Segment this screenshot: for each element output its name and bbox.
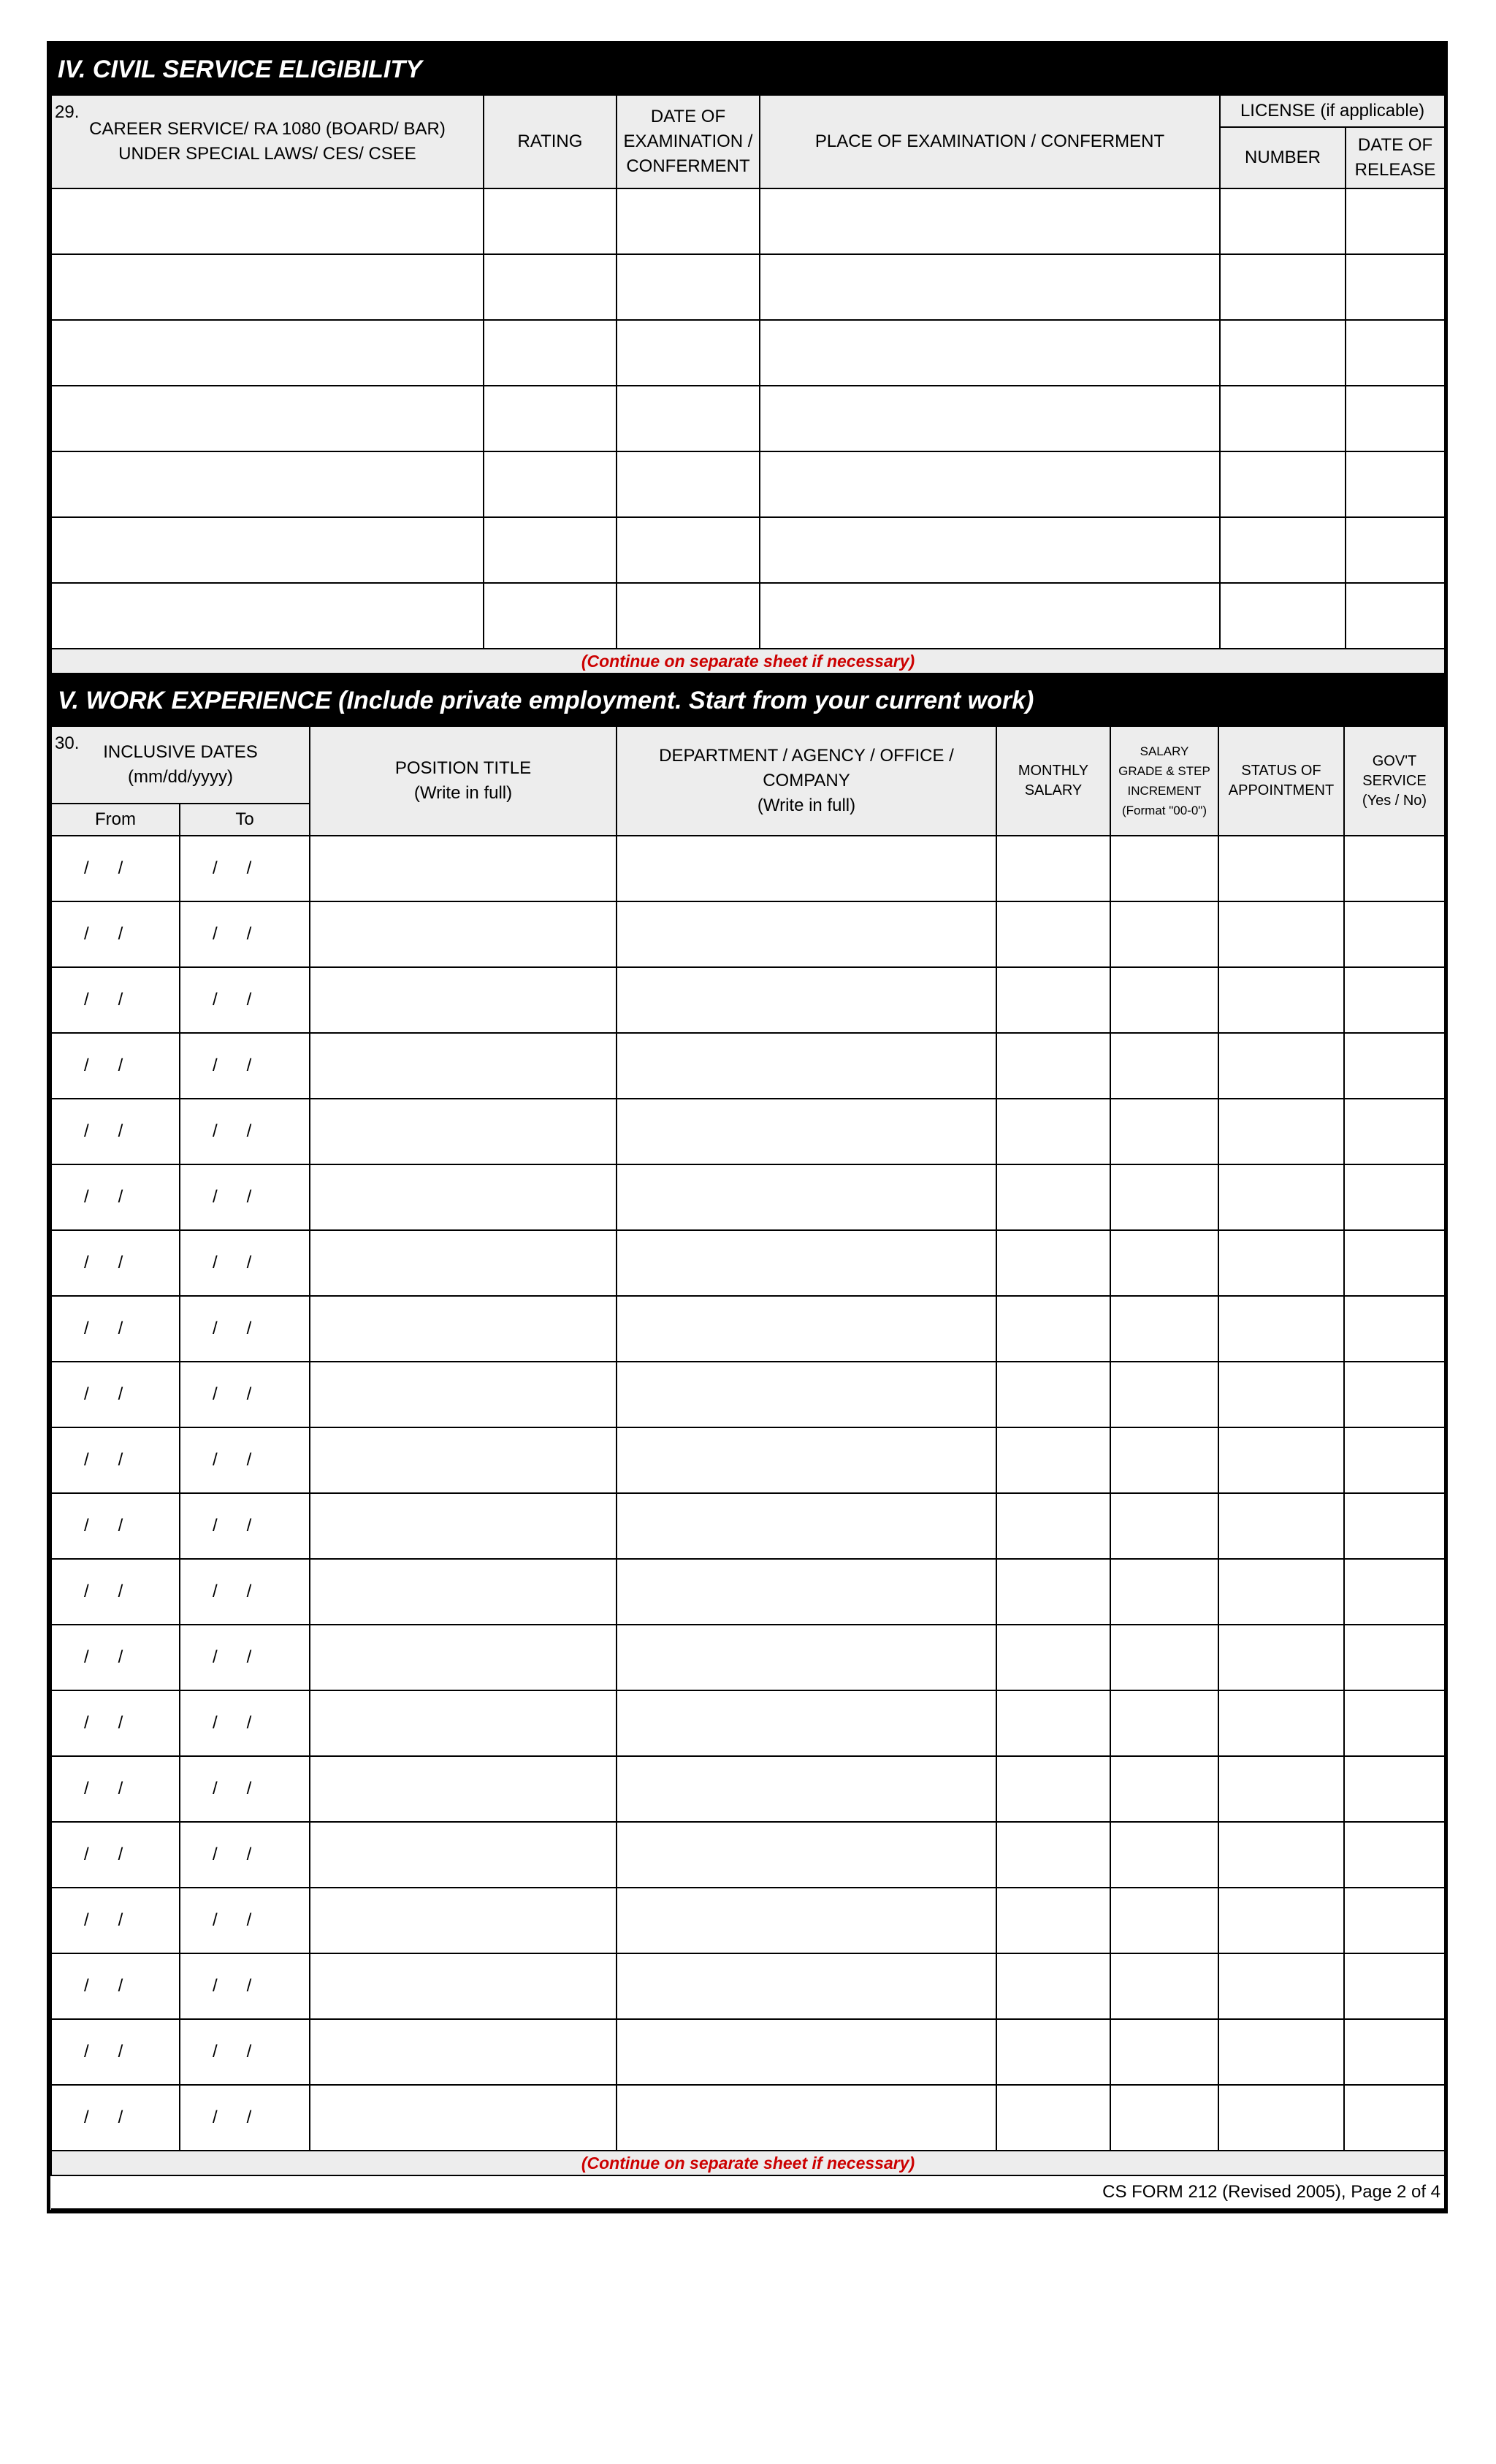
salary-input[interactable] (996, 1559, 1110, 1625)
salary-input[interactable] (996, 967, 1110, 1033)
govt-service-input[interactable] (1344, 1427, 1445, 1493)
department-input[interactable] (617, 1164, 996, 1230)
date-separator: / / (213, 1319, 252, 1338)
eligibility-input[interactable] (51, 188, 484, 254)
header-eligibility: 29. CAREER SERVICE/ RA 1080 (BOARD/ BAR) UNDER SPECIAL LAWS/ CES/ CSEE (51, 95, 484, 188)
date-to-input[interactable] (180, 836, 310, 901)
license-number-input[interactable] (1220, 188, 1346, 254)
govt-service-input[interactable] (1344, 1625, 1445, 1690)
govt-service-input[interactable] (1344, 1756, 1445, 1822)
date-separator: / / (213, 1253, 252, 1273)
position-input[interactable] (310, 1690, 617, 1756)
date-from-input[interactable] (51, 1427, 180, 1493)
department-input[interactable] (617, 1888, 996, 1953)
date-to-input[interactable] (180, 1690, 310, 1756)
date-separator: / / (84, 2108, 123, 2127)
department-input[interactable] (617, 1953, 996, 2019)
appointment-status-input[interactable] (1218, 1625, 1344, 1690)
continue-note-civil-service: (Continue on separate sheet if necessary) (51, 649, 1445, 674)
salary-input[interactable] (996, 1822, 1110, 1888)
appointment-status-input[interactable] (1218, 836, 1344, 901)
salary-input[interactable] (996, 1690, 1110, 1756)
license-date-input[interactable] (1346, 320, 1445, 386)
header-salary-grade: SALARY GRADE & STEP INCREMENT (Format "00-0") (1110, 726, 1218, 836)
work-experience-row (51, 836, 1445, 901)
salary-input[interactable] (996, 1493, 1110, 1559)
govt-service-input[interactable] (1344, 1296, 1445, 1362)
salary-grade-input[interactable] (1110, 1625, 1218, 1690)
appointment-status-input[interactable] (1218, 1756, 1344, 1822)
appointment-status-input[interactable] (1218, 1559, 1344, 1625)
position-input[interactable] (310, 1756, 617, 1822)
salary-grade-input[interactable] (1110, 836, 1218, 901)
position-input[interactable] (310, 1493, 617, 1559)
date-from-input[interactable] (51, 2085, 180, 2151)
department-input[interactable] (617, 1427, 996, 1493)
date-to-input[interactable] (180, 1625, 310, 1690)
position-input[interactable] (310, 1033, 617, 1099)
exam-date-input[interactable] (617, 583, 760, 649)
salary-grade-input[interactable] (1110, 1099, 1218, 1164)
department-input[interactable] (617, 967, 996, 1033)
salary-grade-input[interactable] (1110, 1559, 1218, 1625)
date-separator: / / (84, 1253, 123, 1273)
exam-place-input[interactable] (760, 320, 1220, 386)
header-exam-date: DATE OF EXAMINATION / CONFERMENT (617, 95, 760, 188)
section-title-civil-service: IV. CIVIL SERVICE ELIGIBILITY (50, 45, 1444, 94)
govt-service-input[interactable] (1344, 1230, 1445, 1296)
department-input[interactable] (617, 1033, 996, 1099)
position-input[interactable] (310, 901, 617, 967)
license-date-input[interactable] (1346, 254, 1445, 320)
salary-input[interactable] (996, 1953, 1110, 2019)
exam-date-input[interactable] (617, 517, 760, 583)
salary-grade-input[interactable] (1110, 967, 1218, 1033)
salary-input[interactable] (996, 901, 1110, 967)
civil-service-row (51, 254, 1445, 320)
position-input[interactable] (310, 1296, 617, 1362)
civil-service-row (51, 451, 1445, 517)
department-input[interactable] (617, 1493, 996, 1559)
date-separator: / / (213, 1384, 252, 1404)
salary-input[interactable] (996, 1296, 1110, 1362)
department-input[interactable] (617, 2085, 996, 2151)
salary-grade-input[interactable] (1110, 1953, 1218, 2019)
position-input[interactable] (310, 967, 617, 1033)
salary-input[interactable] (996, 1230, 1110, 1296)
date-to-input[interactable] (180, 1362, 310, 1427)
form-footer: CS FORM 212 (Revised 2005), Page 2 of 4 (51, 2175, 1445, 2209)
header-monthly-salary: MONTHLY SALARY (996, 726, 1110, 836)
department-input[interactable] (617, 1559, 996, 1625)
civil-service-row (51, 517, 1445, 583)
position-input[interactable] (310, 1362, 617, 1427)
license-number-input[interactable] (1220, 386, 1346, 451)
header-exam-place: PLACE OF EXAMINATION / CONFERMENT (760, 95, 1220, 188)
appointment-status-input[interactable] (1218, 1230, 1344, 1296)
rating-input[interactable] (484, 188, 617, 254)
civil-service-table (50, 94, 1446, 674)
date-to-input[interactable] (180, 2019, 310, 2085)
position-input[interactable] (310, 1822, 617, 1888)
header-govt-service: GOV'T SERVICE (Yes / No) (1344, 726, 1445, 836)
rating-input[interactable] (484, 254, 617, 320)
header-appointment-status: STATUS OF APPOINTMENT (1218, 726, 1344, 836)
work-experience-row (51, 1362, 1445, 1427)
govt-service-input[interactable] (1344, 2019, 1445, 2085)
position-input[interactable] (310, 1625, 617, 1690)
exam-place-input[interactable] (760, 583, 1220, 649)
appointment-status-input[interactable] (1218, 1164, 1344, 1230)
date-separator: / / (84, 1516, 123, 1536)
position-input[interactable] (310, 836, 617, 901)
appointment-status-input[interactable] (1218, 1033, 1344, 1099)
work-experience-row (51, 1625, 1445, 1690)
civil-service-row (51, 583, 1445, 649)
salary-grade-input[interactable] (1110, 1756, 1218, 1822)
salary-grade-input[interactable] (1110, 1822, 1218, 1888)
header-license: LICENSE (if applicable) (1220, 95, 1445, 127)
date-to-input[interactable] (180, 1493, 310, 1559)
appointment-status-input[interactable] (1218, 901, 1344, 967)
date-from-input[interactable] (51, 1296, 180, 1362)
appointment-status-input[interactable] (1218, 1953, 1344, 2019)
govt-service-input[interactable] (1344, 1164, 1445, 1230)
civil-service-row (51, 386, 1445, 451)
date-to-input[interactable] (180, 1756, 310, 1822)
salary-input[interactable] (996, 836, 1110, 901)
section-title-work-experience: V. WORK EXPERIENCE (Include private employment. Start from your current work) (50, 674, 1444, 725)
work-experience-row (51, 1493, 1445, 1559)
salary-input[interactable] (996, 1164, 1110, 1230)
license-number-input[interactable] (1220, 451, 1346, 517)
item-number-29: 29. (55, 102, 80, 122)
position-input[interactable] (310, 1164, 617, 1230)
date-to-input[interactable] (180, 1953, 310, 2019)
date-separator: / / (213, 924, 252, 944)
work-experience-row (51, 2085, 1445, 2151)
work-experience-row (51, 1690, 1445, 1756)
license-date-input[interactable] (1346, 188, 1445, 254)
eligibility-input[interactable] (51, 517, 484, 583)
date-separator: / / (84, 990, 123, 1010)
work-experience-row (51, 1230, 1445, 1296)
department-input[interactable] (617, 1230, 996, 1296)
eligibility-input[interactable] (51, 386, 484, 451)
govt-service-input[interactable] (1344, 901, 1445, 967)
salary-input[interactable] (996, 1099, 1110, 1164)
govt-service-input[interactable] (1344, 1888, 1445, 1953)
work-experience-row (51, 1099, 1445, 1164)
date-separator: / / (84, 1056, 123, 1075)
work-experience-row (51, 2019, 1445, 2085)
work-experience-row (51, 1756, 1445, 1822)
license-date-input[interactable] (1346, 386, 1445, 451)
date-separator: / / (84, 1187, 123, 1207)
appointment-status-input[interactable] (1218, 967, 1344, 1033)
date-separator: / / (213, 1582, 252, 1601)
position-input[interactable] (310, 2019, 617, 2085)
date-to-input[interactable] (180, 2085, 310, 2151)
department-input[interactable] (617, 1822, 996, 1888)
department-input[interactable] (617, 1625, 996, 1690)
license-date-input[interactable] (1346, 517, 1445, 583)
license-number-input[interactable] (1220, 320, 1346, 386)
date-separator: / / (213, 990, 252, 1010)
position-input[interactable] (310, 1559, 617, 1625)
date-separator: / / (213, 1713, 252, 1733)
appointment-status-input[interactable] (1218, 1822, 1344, 1888)
date-separator: / / (84, 1582, 123, 1601)
date-to-input[interactable] (180, 1296, 310, 1362)
date-from-input[interactable] (51, 1362, 180, 1427)
date-from-input[interactable] (51, 1690, 180, 1756)
exam-date-input[interactable] (617, 254, 760, 320)
date-separator: / / (84, 924, 123, 944)
govt-service-input[interactable] (1344, 1362, 1445, 1427)
govt-service-input[interactable] (1344, 2085, 1445, 2151)
appointment-status-input[interactable] (1218, 2085, 1344, 2151)
salary-grade-input[interactable] (1110, 2019, 1218, 2085)
civil-service-row (51, 188, 1445, 254)
date-to-input[interactable] (180, 1230, 310, 1296)
exam-place-input[interactable] (760, 188, 1220, 254)
date-to-input[interactable] (180, 1427, 310, 1493)
govt-service-input[interactable] (1344, 1033, 1445, 1099)
eligibility-input[interactable] (51, 583, 484, 649)
date-to-input[interactable] (180, 901, 310, 967)
date-separator: / / (84, 2042, 123, 2061)
date-separator: / / (84, 1910, 123, 1930)
salary-input[interactable] (996, 1362, 1110, 1427)
date-separator: / / (213, 1779, 252, 1799)
position-input[interactable] (310, 1953, 617, 2019)
department-input[interactable] (617, 1690, 996, 1756)
appointment-status-input[interactable] (1218, 1493, 1344, 1559)
work-experience-row (51, 1164, 1445, 1230)
date-from-input[interactable] (51, 1099, 180, 1164)
position-input[interactable] (310, 1099, 617, 1164)
work-experience-row (51, 1296, 1445, 1362)
work-experience-table (50, 725, 1446, 2210)
rating-input[interactable] (484, 451, 617, 517)
salary-grade-input[interactable] (1110, 1033, 1218, 1099)
department-input[interactable] (617, 2019, 996, 2085)
date-from-input[interactable] (51, 2019, 180, 2085)
govt-service-input[interactable] (1344, 1690, 1445, 1756)
exam-date-input[interactable] (617, 386, 760, 451)
govt-service-input[interactable] (1344, 1953, 1445, 2019)
position-input[interactable] (310, 1230, 617, 1296)
license-number-input[interactable] (1220, 254, 1346, 320)
date-to-input[interactable] (180, 1822, 310, 1888)
department-input[interactable] (617, 1296, 996, 1362)
work-experience-row (51, 967, 1445, 1033)
exam-date-input[interactable] (617, 451, 760, 517)
salary-grade-input[interactable] (1110, 1230, 1218, 1296)
salary-grade-input[interactable] (1110, 1296, 1218, 1362)
date-separator: / / (213, 1845, 252, 1864)
date-separator: / / (213, 1187, 252, 1207)
header-license-date: DATE OF RELEASE (1346, 127, 1445, 188)
salary-grade-input[interactable] (1110, 1888, 1218, 1953)
date-separator: / / (84, 1845, 123, 1864)
rating-input[interactable] (484, 386, 617, 451)
date-separator: / / (213, 1976, 252, 1996)
appointment-status-input[interactable] (1218, 1888, 1344, 1953)
govt-service-input[interactable] (1344, 967, 1445, 1033)
date-separator: / / (213, 1647, 252, 1667)
date-to-input[interactable] (180, 967, 310, 1033)
date-from-input[interactable] (51, 901, 180, 967)
date-from-input[interactable] (51, 1953, 180, 2019)
govt-service-input[interactable] (1344, 1493, 1445, 1559)
department-input[interactable] (617, 901, 996, 967)
date-separator: / / (84, 1450, 123, 1470)
exam-place-input[interactable] (760, 386, 1220, 451)
rating-input[interactable] (484, 320, 617, 386)
work-experience-row (51, 1822, 1445, 1888)
work-experience-row (51, 1427, 1445, 1493)
department-input[interactable] (617, 1099, 996, 1164)
date-separator: / / (84, 858, 123, 878)
date-from-input[interactable] (51, 1230, 180, 1296)
date-separator: / / (213, 2108, 252, 2127)
position-input[interactable] (310, 1427, 617, 1493)
date-separator: / / (213, 2042, 252, 2061)
date-to-input[interactable] (180, 1888, 310, 1953)
exam-place-input[interactable] (760, 451, 1220, 517)
department-input[interactable] (617, 836, 996, 901)
work-experience-row (51, 1888, 1445, 1953)
header-department: DEPARTMENT / AGENCY / OFFICE / COMPANY (Write in full) (617, 726, 996, 836)
salary-grade-input[interactable] (1110, 1427, 1218, 1493)
header-date-from: From (51, 804, 180, 836)
govt-service-input[interactable] (1344, 1559, 1445, 1625)
header-inclusive-dates: 30. INCLUSIVE DATES (mm/dd/yyyy) (51, 726, 310, 804)
salary-input[interactable] (996, 1888, 1110, 1953)
civil-service-row (51, 320, 1445, 386)
salary-grade-input[interactable] (1110, 2085, 1218, 2151)
license-date-input[interactable] (1346, 451, 1445, 517)
license-date-input[interactable] (1346, 583, 1445, 649)
date-from-input[interactable] (51, 1625, 180, 1690)
date-from-input[interactable] (51, 1493, 180, 1559)
date-separator: / / (84, 1384, 123, 1404)
eligibility-input[interactable] (51, 451, 484, 517)
date-from-input[interactable] (51, 1033, 180, 1099)
work-experience-row (51, 1033, 1445, 1099)
exam-place-input[interactable] (760, 254, 1220, 320)
date-from-input[interactable] (51, 1822, 180, 1888)
position-input[interactable] (310, 1888, 617, 1953)
appointment-status-input[interactable] (1218, 1362, 1344, 1427)
salary-grade-input[interactable] (1110, 1362, 1218, 1427)
work-experience-row (51, 1953, 1445, 2019)
header-license-number: NUMBER (1220, 127, 1346, 188)
date-from-input[interactable] (51, 1888, 180, 1953)
date-from-input[interactable] (51, 1559, 180, 1625)
date-separator: / / (213, 1121, 252, 1141)
date-separator: / / (213, 858, 252, 878)
salary-grade-input[interactable] (1110, 1164, 1218, 1230)
salary-input[interactable] (996, 1625, 1110, 1690)
date-separator: / / (213, 1056, 252, 1075)
govt-service-input[interactable] (1344, 1099, 1445, 1164)
date-from-input[interactable] (51, 1164, 180, 1230)
date-separator: / / (84, 1121, 123, 1141)
salary-input[interactable] (996, 1756, 1110, 1822)
salary-input[interactable] (996, 1427, 1110, 1493)
date-to-input[interactable] (180, 1559, 310, 1625)
date-to-input[interactable] (180, 1164, 310, 1230)
date-separator: / / (213, 1910, 252, 1930)
header-rating: RATING (484, 95, 617, 188)
license-number-input[interactable] (1220, 583, 1346, 649)
salary-input[interactable] (996, 1033, 1110, 1099)
rating-input[interactable] (484, 517, 617, 583)
salary-grade-input[interactable] (1110, 901, 1218, 967)
salary-input[interactable] (996, 2085, 1110, 2151)
item-number-30: 30. (55, 733, 80, 753)
appointment-status-input[interactable] (1218, 1099, 1344, 1164)
rating-input[interactable] (484, 583, 617, 649)
salary-grade-input[interactable] (1110, 1493, 1218, 1559)
department-input[interactable] (617, 1362, 996, 1427)
pds-form-page (47, 41, 1448, 2213)
date-separator: / / (213, 1450, 252, 1470)
header-date-to: To (180, 804, 310, 836)
appointment-status-input[interactable] (1218, 1690, 1344, 1756)
department-input[interactable] (617, 1756, 996, 1822)
date-separator: / / (84, 1976, 123, 1996)
date-to-input[interactable] (180, 1099, 310, 1164)
eligibility-input[interactable] (51, 320, 484, 386)
date-from-input[interactable] (51, 836, 180, 901)
date-separator: / / (84, 1713, 123, 1733)
date-separator: / / (213, 1516, 252, 1536)
salary-input[interactable] (996, 2019, 1110, 2085)
position-input[interactable] (310, 2085, 617, 2151)
exam-place-input[interactable] (760, 517, 1220, 583)
date-separator: / / (84, 1647, 123, 1667)
eligibility-input[interactable] (51, 254, 484, 320)
work-experience-row (51, 1559, 1445, 1625)
appointment-status-input[interactable] (1218, 2019, 1344, 2085)
govt-service-input[interactable] (1344, 1822, 1445, 1888)
date-from-input[interactable] (51, 967, 180, 1033)
exam-date-input[interactable] (617, 188, 760, 254)
salary-grade-input[interactable] (1110, 1690, 1218, 1756)
header-position-title: POSITION TITLE (Write in full) (310, 726, 617, 836)
continue-note-work-experience: (Continue on separate sheet if necessary) (51, 2151, 1445, 2175)
date-separator: / / (84, 1319, 123, 1338)
license-number-input[interactable] (1220, 517, 1346, 583)
date-to-input[interactable] (180, 1033, 310, 1099)
exam-date-input[interactable] (617, 320, 760, 386)
appointment-status-input[interactable] (1218, 1427, 1344, 1493)
date-from-input[interactable] (51, 1756, 180, 1822)
govt-service-input[interactable] (1344, 836, 1445, 901)
appointment-status-input[interactable] (1218, 1296, 1344, 1362)
date-separator: / / (84, 1779, 123, 1799)
work-experience-row (51, 901, 1445, 967)
